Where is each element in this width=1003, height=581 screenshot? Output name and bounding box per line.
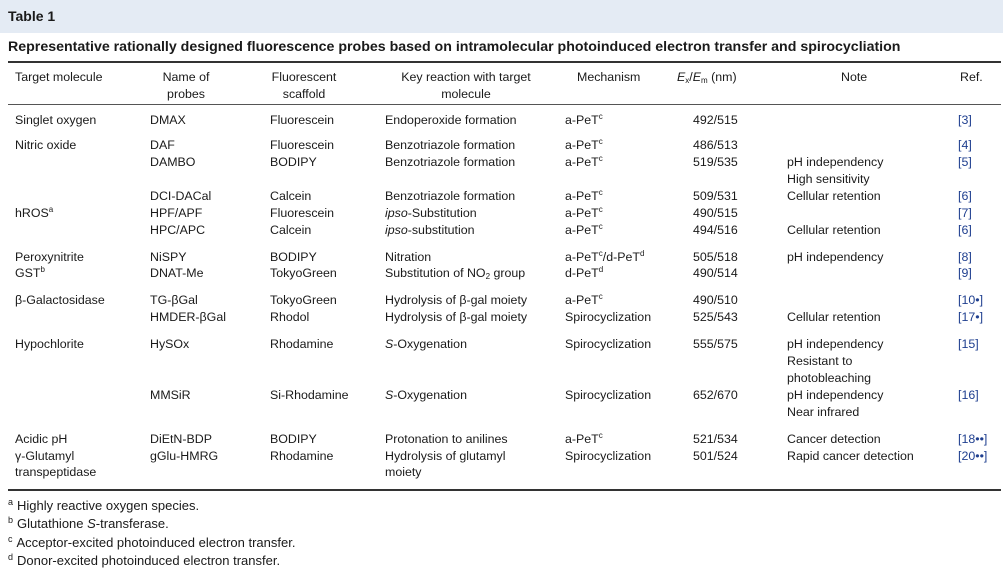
cell-mechanism: a-PeT$^c$ [565,431,603,446]
cell-ref: [20••] [958,449,988,463]
cell-ref: [9] [958,266,972,280]
table-row [0,112,1003,129]
table-row [0,154,1003,171]
cell-note: High sensitivity [787,172,870,186]
cell-target: Acidic pH [15,432,68,446]
cell-probe-name: gGlu-HMRG [150,449,219,463]
cell-scaffold: Fluorescein [270,138,335,152]
cell-scaffold: Rhodol [270,310,310,324]
cell-ref: [4] [958,138,972,152]
cell-reaction: Endoperoxide formation [385,113,517,127]
cell-ex-em: 509/531 [693,189,738,203]
header-scaffold: Fluorescent scaffold [271,70,337,101]
cell-scaffold: Rhodamine [270,449,334,463]
header-target: Target molecule [15,70,103,84]
cell-reaction: Benzotriazole formation [385,189,516,203]
cell-note: pH independency [787,155,884,169]
header-reaction: Key reaction with target molecule [401,70,531,101]
table-row [0,387,1003,404]
cell-reaction: Nitration [385,250,432,264]
footnote-item: $^a$ Highly reactive oxygen species. [8,497,200,513]
cell-target: γ-Glutamyl [15,449,75,463]
cell-ref: [10•] [958,293,984,307]
cell-target: Nitric oxide [15,138,77,152]
cell-reaction: Protonation to anilines [385,432,508,446]
cell-probe-name: HPC/APC [150,223,206,237]
footnote-mark: d [8,552,14,562]
footnote-item: $^d$ Donor-excited photoinduced electron transfer. [8,552,281,568]
cell-ex-em: 490/515 [693,206,738,220]
cell-ref: [6] [958,189,972,203]
cell-mechanism: Spirocyclization [565,388,652,402]
cell-probe-name: DAF [150,138,175,152]
cell-ref: [3] [958,113,972,127]
table-label: Table 1 [8,8,56,24]
cell-mechanism: Spirocyclization [565,337,652,351]
cell-reaction: Benzotriazole formation [385,155,516,169]
cell-ex-em: 486/513 [693,138,738,152]
cell-mechanism: Spirocyclization [565,310,652,324]
cell-reaction: moiety [385,465,422,479]
cell-mechanism: d-PeT$^d$ [565,265,604,280]
table-row [0,205,1003,222]
cell-ex-em: 652/670 [693,388,738,402]
cell-ex-em: 501/524 [693,449,738,463]
cell-probe-name: MMSiR [150,388,191,402]
cell-probe-name: HMDER-βGal [150,310,226,324]
cell-probe-name: DiEtN-BDP [150,432,212,446]
cell-scaffold: Calcein [270,189,312,203]
caption-rule [8,61,1001,63]
table-row [0,336,1003,353]
header-ref: Ref. [960,70,983,84]
cell-scaffold: BODIPY [270,155,317,169]
cell-mechanism: a-PeT$^c$ [565,222,603,237]
cell-scaffold: BODIPY [270,432,317,446]
cell-ref: [15] [958,337,979,351]
cell-mechanism: Spirocyclization [565,449,652,463]
cell-target: Hypochlorite [15,337,84,351]
cell-reaction: ipso-Substitution [385,206,477,220]
cell-note: Cellular retention [787,310,881,324]
cell-reaction: ipso-substitution [385,223,475,237]
cell-target: transpeptidase [15,465,97,479]
table-caption: Representative rationally designed fluorescence probes based on intramolecular photoinduced electron transfer and spirocycliation [8,39,901,55]
cell-ref: [8] [958,250,972,264]
header-note: Note [841,70,868,84]
cell-reaction: S-Oxygenation [385,337,467,351]
footnote-mark: b [8,515,14,525]
cell-scaffold: TokyoGreen [270,293,337,307]
cell-target: hROS$^a$ [15,205,54,220]
cell-ex-em: 555/575 [693,337,738,351]
cell-ex-em: 494/516 [693,223,738,237]
cell-note: pH independency [787,337,884,351]
cell-probe-name: DCI-DACal [150,189,212,203]
cell-scaffold: TokyoGreen [270,266,337,280]
cell-ex-em: 519/535 [693,155,738,169]
cell-ref: [6] [958,223,972,237]
cell-mechanism: a-PeT$^c$ [565,292,603,307]
cell-scaffold: Rhodamine [270,337,334,351]
footnote-mark: c [8,534,13,544]
cell-scaffold: Si-Rhodamine [270,388,349,402]
cell-reaction: Benzotriazole formation [385,138,516,152]
cell-reaction: S-Oxygenation [385,388,467,402]
header-ex-em: $E_x/E_m$ (nm) [677,70,737,85]
table-row [0,309,1003,326]
cell-reaction: Hydrolysis of β-gal moiety [385,310,528,324]
cell-scaffold: Calcein [270,223,312,237]
table-row [0,448,1003,465]
cell-target: Singlet oxygen [15,113,97,127]
cell-ex-em: 490/514 [693,266,738,280]
cell-mechanism: a-PeT$^c$ [565,188,603,203]
cell-scaffold: BODIPY [270,250,317,264]
footnote-item: $^b$ Glutathione S-transferase. [8,515,169,531]
cell-ref: [18••] [958,432,988,446]
cell-mechanism: a-PeT$^c$ [565,154,603,169]
cell-ex-em: 521/534 [693,432,738,446]
cell-scaffold: Fluorescein [270,206,335,220]
cell-note: Near infrared [787,405,860,419]
cell-mechanism: a-PeT$^c$ [565,112,603,127]
cell-ex-em: 505/518 [693,250,738,264]
table-row [0,222,1003,239]
header-name: Name of probes [162,70,210,101]
cell-probe-name: DMAX [150,113,186,127]
cell-note: pH independency [787,388,884,402]
cell-target: Peroxynitrite [15,250,84,264]
cell-ref: [16] [958,388,979,402]
cell-probe-name: HPF/APF [150,206,203,220]
cell-scaffold: Fluorescein [270,113,335,127]
cell-note: pH independency [787,250,884,264]
table-row [0,188,1003,205]
cell-note: Rapid cancer detection [787,449,914,463]
cell-ex-em: 525/543 [693,310,738,324]
cell-ex-em: 490/510 [693,293,738,307]
cell-probe-name: HySOx [150,337,190,351]
cell-reaction: Substitution of $NO_2$ group [385,266,526,281]
cell-probe-name: DNAT-Me [150,266,204,280]
footnote-item: $^c$ Acceptor-excited photoinduced electron transfer. [8,534,296,550]
table-row [0,370,1003,387]
table-row [0,249,1003,266]
cell-note: Cellular retention [787,189,881,203]
table-row [0,137,1003,154]
table-row [0,404,1003,421]
table-row [0,353,1003,370]
header-mechanism: Mechanism [577,70,641,84]
table-row [0,171,1003,188]
cell-target: β-Galactosidase [15,293,105,307]
cell-ref: [5] [958,155,972,169]
cell-mechanism: a-PeT$^c$ [565,137,603,152]
table-row [0,431,1003,448]
header-rule [8,104,1001,105]
cell-note: Cancer detection [787,432,881,446]
cell-mechanism: a-PeT$^c$/d-PeT$^d$ [565,249,645,264]
footnote-mark: a [8,497,14,507]
table-row [0,292,1003,309]
table-label-bar [0,0,1003,33]
cell-probe-name: NiSPY [150,250,187,264]
cell-ref: [7] [958,206,972,220]
cell-mechanism: a-PeT$^c$ [565,205,603,220]
cell-probe-name: DAMBO [150,155,196,169]
table-row [0,265,1003,282]
cell-probe-name: TG-βGal [150,293,198,307]
cell-note: Cellular retention [787,223,881,237]
cell-target: GST$^b$ [15,265,45,280]
bottom-rule [8,489,1001,491]
cell-ref: [17•] [958,310,984,324]
cell-note: photobleaching [787,371,872,385]
table-row [0,464,1003,481]
cell-ex-em: 492/515 [693,113,738,127]
cell-note: Resistant to [787,354,853,368]
cell-reaction: Hydrolysis of glutamyl [385,449,506,463]
cell-reaction: Hydrolysis of β-gal moiety [385,293,528,307]
